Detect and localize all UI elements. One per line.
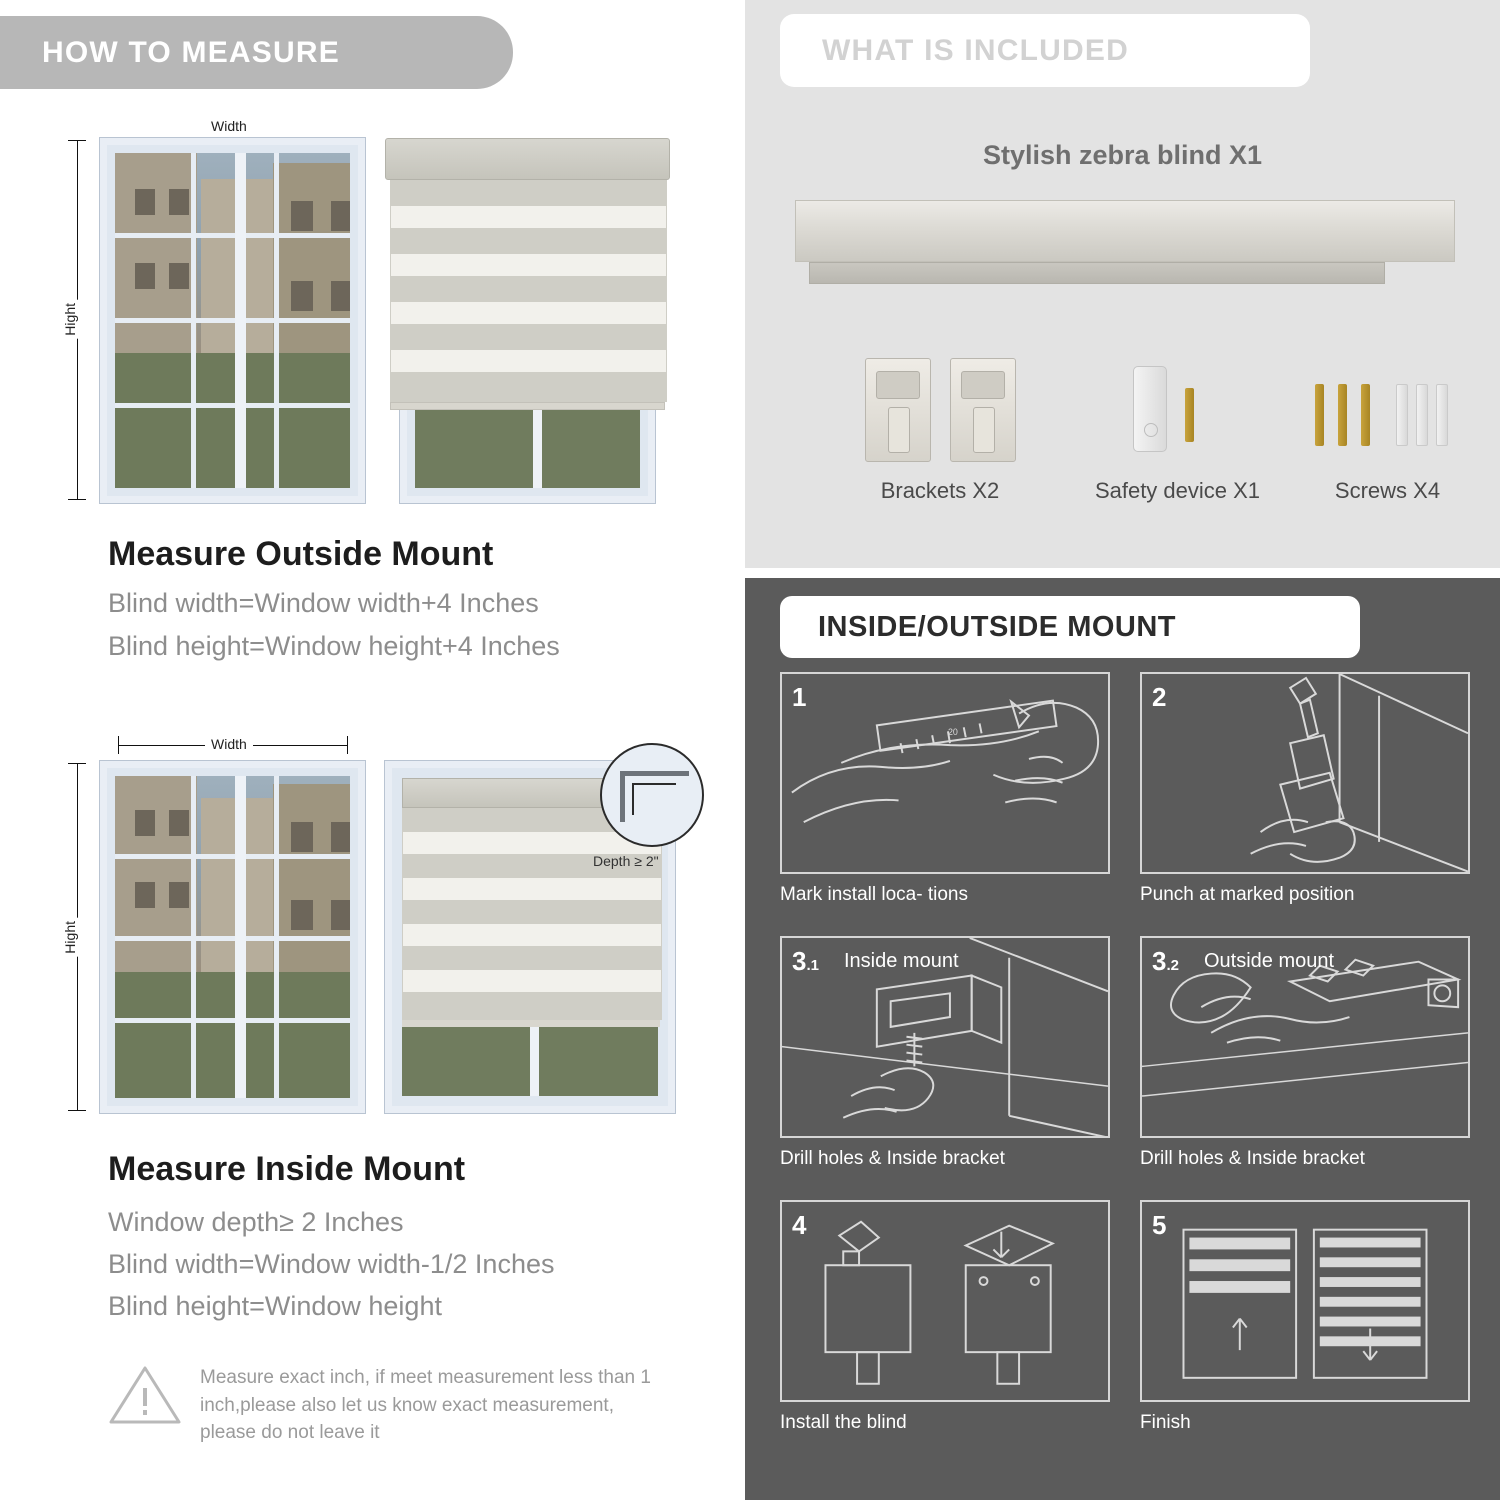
inside-height-tick-top [68, 763, 86, 764]
inside-outside-mount-title: INSIDE/OUTSIDE MOUNT [818, 610, 1177, 643]
rail-bottom [809, 262, 1385, 284]
outside-mount-illustration [0, 100, 745, 530]
inside-mount-line1: Window depth≥ 2 Inches [108, 1207, 404, 1237]
step-5-art [1140, 1200, 1470, 1402]
outside-mount-title: Measure Outside Mount [108, 535, 494, 573]
outside-width-label: Width [205, 118, 253, 134]
inside-width-tick-left [118, 736, 119, 754]
wall-anchor-icon [1416, 384, 1428, 446]
inside-outside-mount-banner [780, 596, 1360, 658]
step-3-2-caption: Drill holes & Inside bracket [1140, 1148, 1365, 1169]
product-title: Stylish zebra blind X1 [982, 140, 1263, 170]
step-4-art [780, 1200, 1110, 1402]
step-4 [780, 1200, 1110, 1434]
step-1-art [780, 672, 1110, 874]
safety-device-label: Safety device X1 [1094, 478, 1261, 503]
window-glass [115, 153, 350, 488]
step-3-1 [780, 936, 1110, 1170]
outside-mount-line2: Blind height=Window height+4 Inches [108, 631, 560, 661]
warning-icon [108, 1364, 182, 1426]
screw-icon [1338, 384, 1347, 446]
window-glass [115, 776, 350, 1098]
measure-note [108, 1364, 668, 1447]
step-3-1-caption: Drill holes & Inside bracket [780, 1148, 1005, 1169]
measure-note-text: Measure exact inch, if meet measurement less than 1 inch,please also let us know exact measurement, please do not leave it [200, 1367, 651, 1444]
svg-text:20: 20 [947, 727, 958, 738]
step-4-number: 4 [792, 1210, 807, 1240]
outside-mount-line1: Blind width=Window width+4 Inches [108, 588, 539, 618]
bracket-icon [865, 358, 931, 462]
outside-height-label: Hight [62, 300, 78, 339]
mark-install-locations-icon [782, 674, 1108, 874]
step-3-2-number: 3.2 [1152, 946, 1179, 976]
step-3-2-art [1140, 936, 1470, 1138]
screw-icon [1185, 388, 1194, 442]
safety-device-icon [1133, 366, 1167, 452]
inside-width-label: Width [205, 736, 253, 752]
blind-fabric [390, 180, 667, 402]
installation-steps [780, 672, 1470, 1434]
step-1-number: 1 [792, 682, 807, 712]
screw-icon [1361, 384, 1370, 446]
how-to-measure-title: HOW TO MEASURE [42, 35, 340, 69]
inside-window-with-blind [385, 761, 675, 1113]
blind-headrail [385, 138, 670, 180]
step-1-caption: Mark install loca- tions [780, 884, 968, 905]
drill-punch-icon [1142, 674, 1468, 874]
outside-window-with-blind [385, 138, 675, 503]
zebra-blind-rail-image [795, 200, 1455, 288]
inside-height-tick-bottom [68, 1110, 86, 1111]
finished-blinds-icon [1142, 1202, 1468, 1402]
depth-callout-circle [600, 743, 704, 847]
inside-height-label: Hight [62, 918, 78, 957]
depth-label: Depth ≥ 2" [593, 853, 659, 869]
step-5-number: 5 [1152, 1210, 1167, 1240]
screw-icon [1315, 384, 1324, 446]
step-3-1-number: 3.1 [792, 946, 819, 976]
wall-anchor-icon [1436, 384, 1448, 446]
step-2-art [1140, 672, 1470, 874]
outside-height-tick-bottom [68, 499, 86, 500]
what-is-included-section [745, 0, 1500, 568]
step-2 [1140, 672, 1470, 906]
inside-mount-line3: Blind height=Window height [108, 1291, 442, 1321]
outside-height-tick-top [68, 140, 86, 141]
blind-fabric [402, 808, 662, 1020]
step-3-1-art [780, 936, 1110, 1138]
step-1 [780, 672, 1110, 906]
how-to-measure-panel [0, 0, 745, 1500]
step-2-number: 2 [1152, 682, 1167, 712]
blind-bottom-rail [390, 402, 665, 410]
inside-width-tick-right [347, 736, 348, 754]
part-safety-device [1075, 350, 1280, 520]
step-2-caption: Punch at marked position [1140, 884, 1355, 905]
step-3-2 [1140, 936, 1470, 1170]
install-blind-icon [782, 1202, 1108, 1402]
step-3-2-inline-label: Outside mount [1204, 950, 1335, 972]
inside-mount-line2: Blind width=Window width-1/2 Inches [108, 1249, 555, 1279]
how-to-measure-banner [0, 16, 513, 89]
screws-label: Screws X4 [1334, 478, 1441, 503]
what-is-included-banner [780, 14, 1310, 87]
wall-anchor-icon [1396, 384, 1408, 446]
blind-bottom-rail [402, 1020, 660, 1027]
step-5 [1140, 1200, 1470, 1434]
outside-window-plain [100, 138, 365, 503]
inside-mount-title: Measure Inside Mount [108, 1150, 466, 1188]
part-screws [1280, 350, 1495, 520]
what-is-included-title: WHAT IS INCLUDED [822, 33, 1129, 67]
right-panel [745, 0, 1500, 1500]
step-4-caption: Install the blind [780, 1412, 907, 1433]
rail-top [795, 200, 1455, 262]
step-3-1-inline-label: Inside mount [844, 950, 959, 972]
step-5-caption: Finish [1140, 1412, 1191, 1433]
included-parts [745, 350, 1500, 530]
inside-mount-illustration [0, 718, 745, 1128]
inside-window-plain [100, 761, 365, 1113]
brackets-label: Brackets X2 [880, 478, 1000, 503]
bracket-icon [950, 358, 1016, 462]
part-brackets [800, 350, 1080, 520]
